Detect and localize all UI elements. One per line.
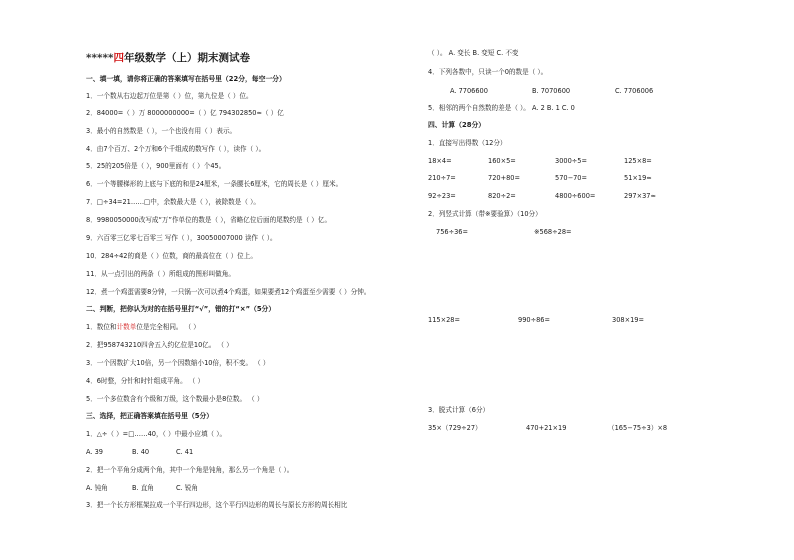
question-fill-1: 1．一个数从右边起万位是第（ ）位，第九位是（ ）位。 [86,92,253,100]
vertical-calc-row-2 [428,316,728,324]
oral-calc-item: 92÷23= [428,192,456,200]
question-judge-5: 5．一个多位数含有个级和万级，这个数最小是8位数。 （ ） [86,395,264,403]
question-judge-3: 3．一个因数扩大10倍，另一个因数缩小10倍，积不变。 （ ） [86,359,270,367]
vertical-calc-item: 308×19= [612,316,645,324]
choice-4-options [450,87,710,95]
title-grade-highlight: 四 [113,52,124,64]
choice-option: C. 7706006 [615,87,654,95]
choice-option: B. 7070600 [532,87,571,95]
calc-part-2-heading: 2．列竖式计算（带※要验算）（10分） [428,210,542,218]
question-judge-2: 2．把958743210四舍五入约亿位是10亿。 （ ） [86,341,233,349]
calc-part-3-heading: 3．脱式计算（6分） [428,406,490,414]
oral-calc-item: 3000÷5= [555,157,588,165]
choice-2-options [86,484,386,492]
page-title: *****四年级数学（上）期末测试卷 [86,52,250,64]
choice-option: A. 7706600 [450,87,488,95]
question-fill-6: 6．一个等腰梯形的上底与下底的和是24厘米，一条腰长6厘米，它的周长是（ ）厘米。 [86,180,343,188]
oral-calc-row [428,174,728,182]
question-choice-3-options: （ ）。 A. 变长 B. 变短 C. 不变 [428,49,519,57]
question-judge-1: 1．数位和计数单位是完全相同。 （ ） [86,323,200,331]
oral-calc-item: 297×37≈ [624,192,657,200]
question-fill-9: 9．六百零三亿零七百零三 写作（ ），30050007000 读作（ ）。 [86,234,277,242]
oral-calc-item: 820÷2= [488,192,516,200]
choice-option: B. 40 [132,448,150,456]
question-fill-2: 2．84000=（ ）万 8000000000=（ ）亿 794302850≈（ ）亿 [86,109,284,117]
section-choice-heading: 三、选择，把正确答案填在括号里（5分） [86,412,214,420]
question-choice-2: 2．把一个平角分成两个角，其中一个角是钝角，那么另一个角是（ ）。 [86,466,294,474]
question-choice-1: 1．△÷（ ）=□……40，（ ）中最小应填（ ）。 [86,430,227,438]
question-fill-7: 7．□÷34=21……□中，余数最大是（ ），被除数是（ ）。 [86,198,260,206]
oral-calc-item: 4800÷600= [555,192,596,200]
choice-option: C. 41 [176,448,194,456]
choice-1-options [86,448,386,456]
question-choice-5: 5．相邻的两个自然数的差是（ ）。 A. 2 B. 1 C. 0 [428,104,575,112]
step-calc-item: 470+21×19 [526,424,567,432]
oral-calc-row [428,157,728,165]
section-judge-heading: 二、判断，把你认为对的在括号里打“√”，错的打“×”（5分） [86,305,276,313]
question-fill-5: 5．25的205倍是（ ），900里面有（ ）个45。 [86,162,226,170]
oral-calc-item: 160×5= [488,157,516,165]
section-calc-heading: 四、计算（28分） [428,121,486,129]
calc-part-1-heading: 1．直接写出得数（12分） [428,139,507,147]
choice-option: B. 直角 [132,484,154,492]
question-fill-11: 11．从一点引出的两条（ ）所组成的图形叫做角。 [86,270,235,278]
question-fill-8: 8．9980050000改写成“万”作单位的数是（ ），省略亿位后面的尾数约是（ ）亿。 [86,216,332,224]
oral-calc-item: 570−70= [555,174,588,182]
oral-calc-item: 51×19≈ [624,174,652,182]
question-choice-3: 3．把一个长方形框架拉成一个平行四边形，这个平行四边形的周长与原长方形的周长相比 [86,501,348,509]
question-fill-10: 10．284÷42的商是（ ）位数，商的最高位在（ ）位上。 [86,252,257,260]
vertical-calc-row-1 [436,228,696,236]
step-calc-item: （165−75÷3）×8 [608,424,668,432]
step-calc-item: 35×（729÷27） [428,424,482,432]
choice-option: A. 钝角 [86,484,108,492]
step-calc-row [428,424,728,432]
question-fill-12: 12．煮一个鸡蛋需要8分钟，一只锅一次可以煮4个鸡蛋，如果要煮12个鸡蛋至少需要（ ）分钟。 [86,288,371,296]
oral-calc-row [428,192,728,200]
section-fill-blank-heading: 一、填一填，请你将正确的答案填写在括号里（22分，每空一分） [86,75,286,83]
vertical-calc-item: ※568÷28= [534,228,572,236]
oral-calc-item: 210÷7= [428,174,456,182]
oral-calc-item: 18×4= [428,157,452,165]
highlighted-term: 计数单 [116,323,137,331]
question-fill-3: 3．最小的自然数是（ ），一个也没有用（ ）表示。 [86,127,237,135]
vertical-calc-item: 990÷86= [518,316,551,324]
choice-option: C. 锐角 [176,484,198,492]
question-fill-4: 4．由7个百万、2个万和6个千组成的数写作（ ），读作（ ）。 [86,145,266,153]
question-choice-4: 4．下列各数中，只读一个0的数是（ ）。 [428,68,548,76]
vertical-calc-item: 115×28= [428,316,461,324]
question-judge-4: 4．6时整，分针和时针组成平角。 （ ） [86,377,205,385]
oral-calc-item: 720+80= [488,174,521,182]
choice-option: A. 39 [86,448,103,456]
oral-calc-item: 125×8= [624,157,652,165]
vertical-calc-item: 756÷36= [436,228,469,236]
